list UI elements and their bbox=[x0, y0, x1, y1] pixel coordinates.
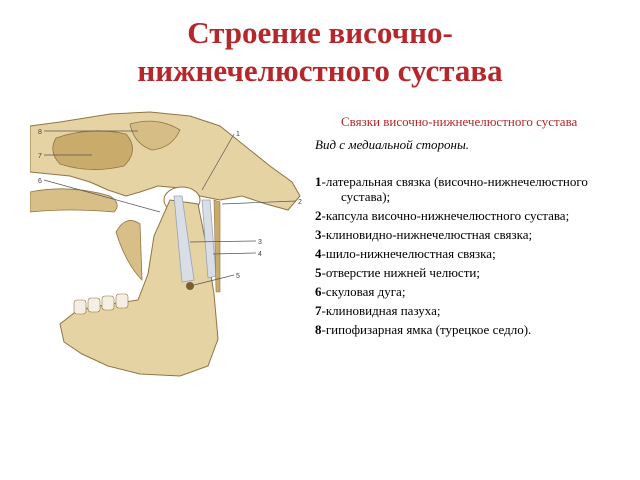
molar-tooth bbox=[88, 298, 100, 312]
legend-text: -скуловая дуга; bbox=[321, 284, 406, 299]
view-subtitle: Вид с медиальной стороны. bbox=[315, 137, 470, 152]
mandibular-foramen bbox=[186, 282, 194, 290]
legend-number: 7 bbox=[315, 303, 322, 318]
slide-title bbox=[0, 14, 640, 90]
legend-item bbox=[315, 227, 633, 242]
description-panel bbox=[315, 114, 633, 341]
molar-tooth bbox=[116, 294, 128, 308]
legend-item bbox=[315, 284, 633, 299]
callout-1: 1 bbox=[236, 131, 240, 138]
callout-7: 7 bbox=[38, 153, 42, 160]
zygomatic-arch-shape bbox=[30, 189, 117, 212]
title-line: Строение височно- bbox=[187, 15, 453, 50]
callout-5: 5 bbox=[236, 273, 240, 280]
legend-text: -клиновидная пазуха; bbox=[321, 303, 441, 318]
callout-3: 3 bbox=[258, 239, 262, 246]
legend-number: 5 bbox=[315, 265, 322, 280]
legend-list bbox=[315, 174, 633, 337]
legend-number: 2 bbox=[315, 208, 322, 223]
callout-8: 8 bbox=[38, 129, 42, 136]
legend-item bbox=[315, 246, 633, 261]
legend-number: 4 bbox=[315, 246, 322, 261]
legend-number: 1 bbox=[315, 174, 322, 189]
legend-text: -шило-нижнечелюстная связка; bbox=[321, 246, 496, 261]
molar-tooth bbox=[102, 296, 114, 310]
legend-item bbox=[315, 208, 633, 223]
sphenoid-sinus-shape bbox=[53, 131, 133, 170]
legend-text: -капсула височно-нижнечелюстного сустава; bbox=[321, 208, 570, 223]
legend-item bbox=[315, 322, 633, 337]
legend-number: 6 bbox=[315, 284, 322, 299]
tmj-drawing bbox=[30, 104, 310, 394]
coronoid-process bbox=[116, 220, 142, 280]
callout-6: 6 bbox=[38, 178, 42, 185]
legend-number: 3 bbox=[315, 227, 322, 242]
legend-item bbox=[315, 174, 633, 204]
legend-number: 8 bbox=[315, 322, 322, 337]
callout-4: 4 bbox=[258, 251, 262, 258]
title-line: нижнечелюстного сустава bbox=[137, 53, 503, 88]
anatomical-illustration bbox=[30, 104, 310, 394]
legend-text: -клиновидно-нижнечелюстная связка; bbox=[321, 227, 533, 242]
styloid-process bbox=[214, 200, 220, 292]
legend-item bbox=[315, 265, 633, 280]
legend-item bbox=[315, 303, 633, 318]
legend-text: -гипофизарная ямка (турецкое седло). bbox=[321, 322, 532, 337]
legend-text: -латеральная связка (височно-нижнечелюстного сустава); bbox=[321, 174, 588, 204]
figure-caption: Связки височно-нижнечелюстного сустава bbox=[341, 114, 578, 129]
molar-tooth bbox=[74, 300, 86, 314]
callout-2: 2 bbox=[298, 199, 302, 206]
legend-text: -отверстие нижней челюсти; bbox=[321, 265, 480, 280]
